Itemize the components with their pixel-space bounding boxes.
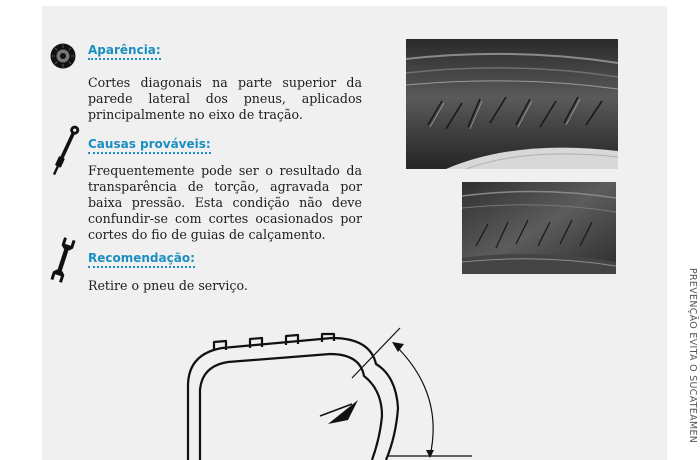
appearance-text: Cortes diagonais na parte superior da parede lateral dos pneus, aplicados principalmente no eixo de tração.: [88, 75, 362, 122]
tire-pressure-gauge-icon: [48, 122, 82, 180]
wrench-icon: [48, 236, 78, 284]
tire-sidewall-photo: [406, 39, 618, 169]
causes-heading: Causas prováveis:: [88, 137, 211, 154]
appearance-heading: Aparência:: [88, 43, 161, 60]
recommendation-text: Retire o pneu de serviço.: [88, 278, 248, 293]
causes-text: Frequentemente pode ser o resultado da transparência de torção, agravada por baixa pressão. Esta condição não deve confundir-se com cortes ocasionados por cortes do fio de guias de calçamento.: [88, 163, 362, 242]
tire-icon: [50, 43, 76, 69]
tire-closeup-photo: [462, 182, 616, 274]
document-page: [42, 6, 667, 460]
tire-cross-section-diagram: [182, 324, 482, 460]
side-running-text: PREVENÇÃO EVITA O SUCATEAMEN: [687, 268, 698, 444]
recommendation-heading: Recomendação:: [88, 251, 195, 268]
